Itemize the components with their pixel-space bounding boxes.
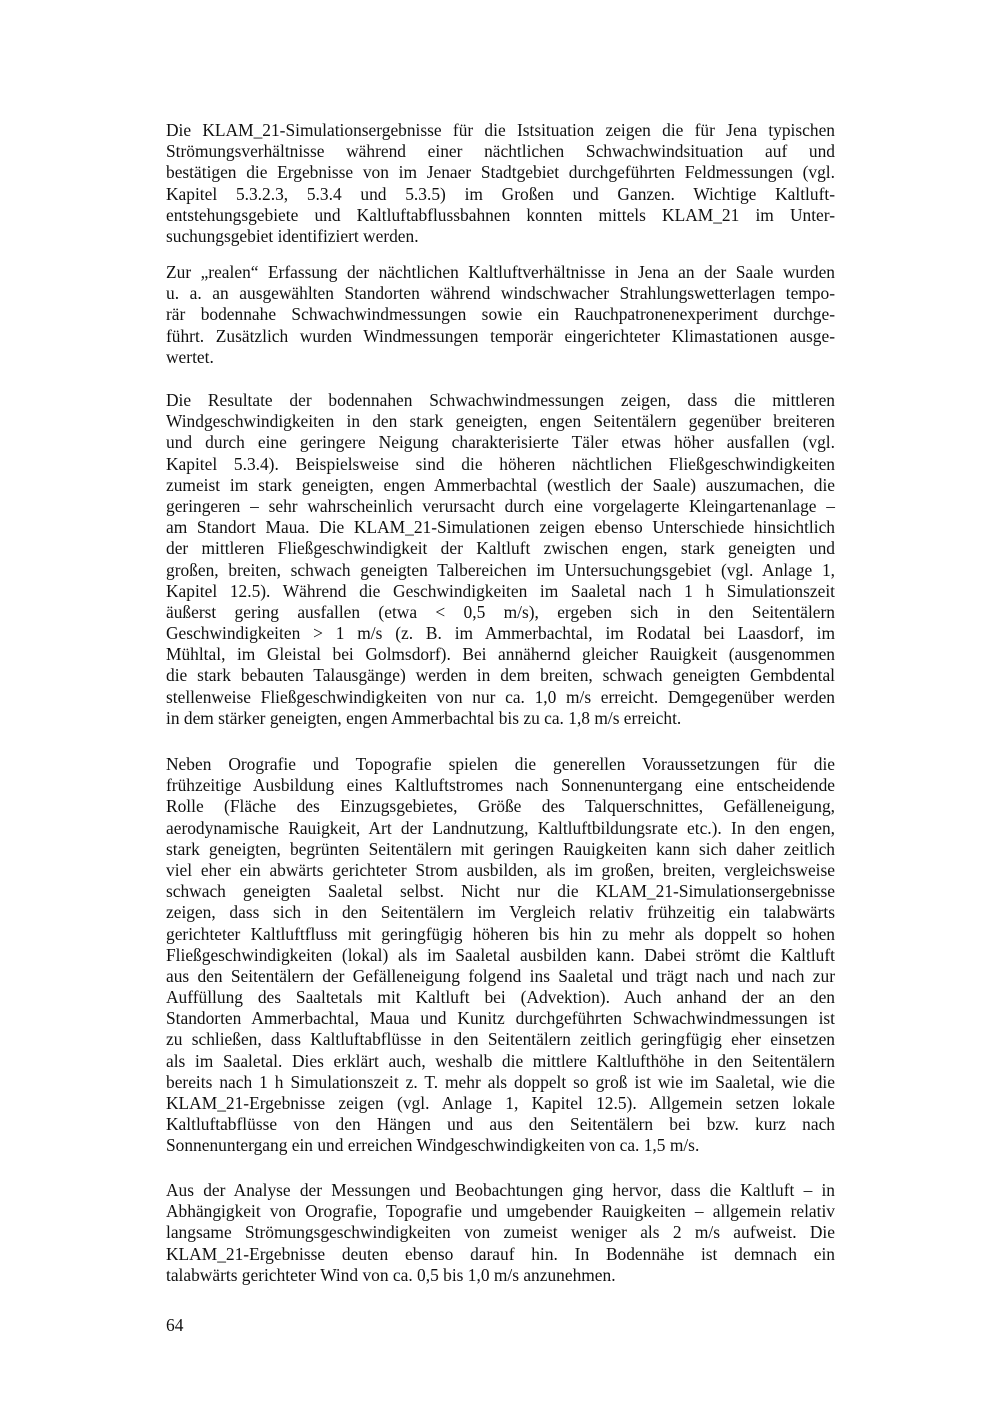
- text-line: wertet.: [166, 346, 214, 367]
- text-line: zeigen, dass sich in den Seitentälern im Vergleich relativ frühzeitig ein talabwärts: [166, 902, 835, 923]
- text-line: u. a. an ausgewählten Standorten während windschwacher Strahlungswetterlagen tempo-: [166, 283, 835, 304]
- text-line: Kaltluftabflüsse von den Hängen und aus den Seitentälern bei bzw. kurz nach: [166, 1114, 835, 1135]
- text-line: zumeist im stark geneigten, engen Ammerbachtal (westlich der Saale) auszumachen, die: [166, 474, 835, 495]
- text-line: KLAM_21-Ergebnisse zeigen (vgl. Anlage 1, Kapitel 12.5). Allgemein setzen lokale: [166, 1093, 835, 1113]
- text-line: Kapitel 5.3.4). Beispielsweise sind die höheren nächtlichen Fließgeschwindigkeiten: [166, 453, 835, 474]
- text-line: Kapitel 12.5). Während die Geschwindigkeiten im Saaletal nach 1 h Simulationszeit: [166, 580, 835, 601]
- text-line: suchungsgebiet identifiziert werden.: [166, 225, 419, 246]
- text-line: Windgeschwindigkeiten in den stark geneigten, engen Seitentälern gegenüber breiteren: [166, 411, 835, 432]
- text-line: Auffüllung des Saaltetals mit Kaltluft bei (Advektion). Auch anhand der an den: [166, 987, 835, 1008]
- paragraph-3: [166, 390, 835, 729]
- text-line: als im Saaletal. Dies erklärt auch, weshalb die mittlere Kaltlufthöhe in den Seitentälern: [166, 1050, 835, 1071]
- text-line: talabwärts gerichteter Wind von ca. 0,5 bis 1,0 m/s anzunehmen.: [166, 1264, 616, 1285]
- text-line: Die KLAM_21-Simulationsergebnisse für die Istsituation zeigen die für Jena typischen: [166, 120, 835, 140]
- page-number: 64: [166, 1315, 184, 1335]
- text-line: Sonnenuntergang ein und erreichen Windgeschwindigkeiten von ca. 1,5 m/s.: [166, 1135, 700, 1156]
- text-line: am Standort Maua. Die KLAM_21-Simulationen zeigen ebenso Unterschiede hinsichtlich: [166, 517, 835, 538]
- text-line: Die Resultate der bodennahen Schwachwindmessungen zeigen, dass die mittleren: [166, 390, 835, 410]
- text-line: Rolle (Fläche des Einzugsgebietes, Größe des Talquerschnittes, Gefälleneigung,: [166, 796, 835, 817]
- text-line: führt. Zusätzlich wurden Windmessungen temporär eingerichteter Klimastationen ausge-: [166, 325, 835, 346]
- text-line: frühzeitige Ausbildung eines Kaltluftstromes nach Sonnenuntergang eine entscheidende: [166, 775, 835, 796]
- text-line: aerodynamische Rauigkeit, Art der Landnutzung, Kaltluftbildungsrate etc.). In den engen,: [166, 817, 835, 838]
- text-line: bestätigen die Ergebnisse von im Jenaer Stadtgebiet durchgeführten Feldmessungen (vgl.: [166, 162, 835, 183]
- text-line: KLAM_21-Ergebnisse deuten ebenso darauf hin. In Bodennähe ist demnach ein: [166, 1243, 835, 1264]
- text-line: stellenweise Fließgeschwindigkeiten von nur ca. 1,0 m/s erreicht. Demgegenüber werden: [166, 686, 835, 707]
- text-line: zu schließen, dass Kaltluftabflüsse in den Seitentälern zeitlich geringfügig eher einsetzen: [166, 1029, 835, 1050]
- text-line: der mittleren Fließgeschwindigkeit der Kaltluft zwischen engen, stark geneigten und: [166, 538, 835, 559]
- text-line: Neben Orografie und Topografie spielen die generellen Voraussetzungen für die: [166, 754, 835, 774]
- text-line: Fließgeschwindigkeiten (lokal) als im Saaletal ausbilden kann. Dabei strömt die Kaltluft: [166, 944, 835, 965]
- text-line: Kapitel 5.3.2.3, 5.3.4 und 5.3.5) im Großen und Ganzen. Wichtige Kaltluft-: [166, 183, 835, 204]
- text-line: Mühltal, im Gleistal bei Golmsdorf). Bei annähernd gleicher Rauigkeit (ausgenommen: [166, 644, 835, 665]
- text-line: Zur „realen“ Erfassung der nächtlichen Kaltluftverhältnisse in Jena an der Saale wurden: [166, 262, 835, 282]
- text-line: Geschwindigkeiten > 1 m/s (z. B. im Ammerbachtal, im Rodatal bei Laasdorf, im: [166, 623, 835, 644]
- text-line: langsame Strömungsgeschwindigkeiten von zumeist weniger als 2 m/s aufweist. Die: [166, 1222, 835, 1243]
- text-line: großen, breiten, schwach geneigten Talbereichen im Untersuchungsgebiet (vgl. Anlage 1,: [166, 559, 835, 580]
- text-line: schwach geneigten Saaletal selbst. Nicht nur die KLAM_21-Simulationsergebnisse: [166, 881, 835, 902]
- text-line: die stark bebauten Talausgänge) werden in dem breiten, schwach geneigten Gembdental: [166, 665, 835, 686]
- text-line: Strömungsverhältnisse während einer nächtlichen Schwachwindsituation auf und: [166, 141, 835, 162]
- text-line: Aus der Analyse der Messungen und Beobachtungen ging hervor, dass die Kaltluft – in: [166, 1180, 835, 1200]
- paragraph-4: [166, 754, 835, 1157]
- text-line: äußerst gering ausfallen (etwa < 0,5 m/s), ergeben sich in den Seitentälern: [166, 601, 835, 622]
- text-line: in dem stärker geneigten, engen Ammerbachtal bis zu ca. 1,8 m/s erreicht.: [166, 707, 682, 728]
- text-line: gerichteter Kaltluftfluss mit geringfügig höheren bis hin zu mehr als doppelt so hohen: [166, 923, 835, 944]
- paragraph-1: [166, 120, 835, 247]
- text-line: aus den Seitentälern der Gefälleneigung folgend ins Saaletal und trägt nach und nach zur: [166, 965, 835, 986]
- text-line: geringeren – sehr wahrscheinlich verursacht durch eine vorgelagerte Kleingartenanlage –: [166, 495, 835, 516]
- text-line: und durch eine geringere Neigung charakterisierte Täler etwas höher ausfallen (vgl.: [166, 432, 835, 453]
- text-line: stark geneigten, begrünten Seitentälern mit geringen Rauigkeiten kann sich daher zeitlich: [166, 838, 835, 859]
- text-line: Abhängigkeit von Orografie, Topografie und umgebender Rauigkeiten – allgemein relativ: [166, 1201, 835, 1222]
- text-line: bereits nach 1 h Simulationszeit z. T. mehr als doppelt so groß ist wie im Saaletal, wie die: [166, 1071, 835, 1092]
- paragraph-5: [166, 1180, 835, 1286]
- text-line: viel eher ein abwärts gerichteter Strom ausbilden, als im großen, breiten, vergleichsweise: [166, 859, 835, 880]
- text-line: rär bodennahe Schwachwindmessungen sowie ein Rauchpatronenexperiment durchge-: [166, 304, 835, 325]
- paragraph-2: [166, 262, 835, 368]
- text-line: entstehungsgebiete und Kaltluftabflussbahnen konnten mittels KLAM_21 im Unter-: [166, 204, 835, 225]
- text-line: Standorten Ammerbachtal, Maua und Kunitz durchgeführten Schwachwindmessungen ist: [166, 1008, 835, 1029]
